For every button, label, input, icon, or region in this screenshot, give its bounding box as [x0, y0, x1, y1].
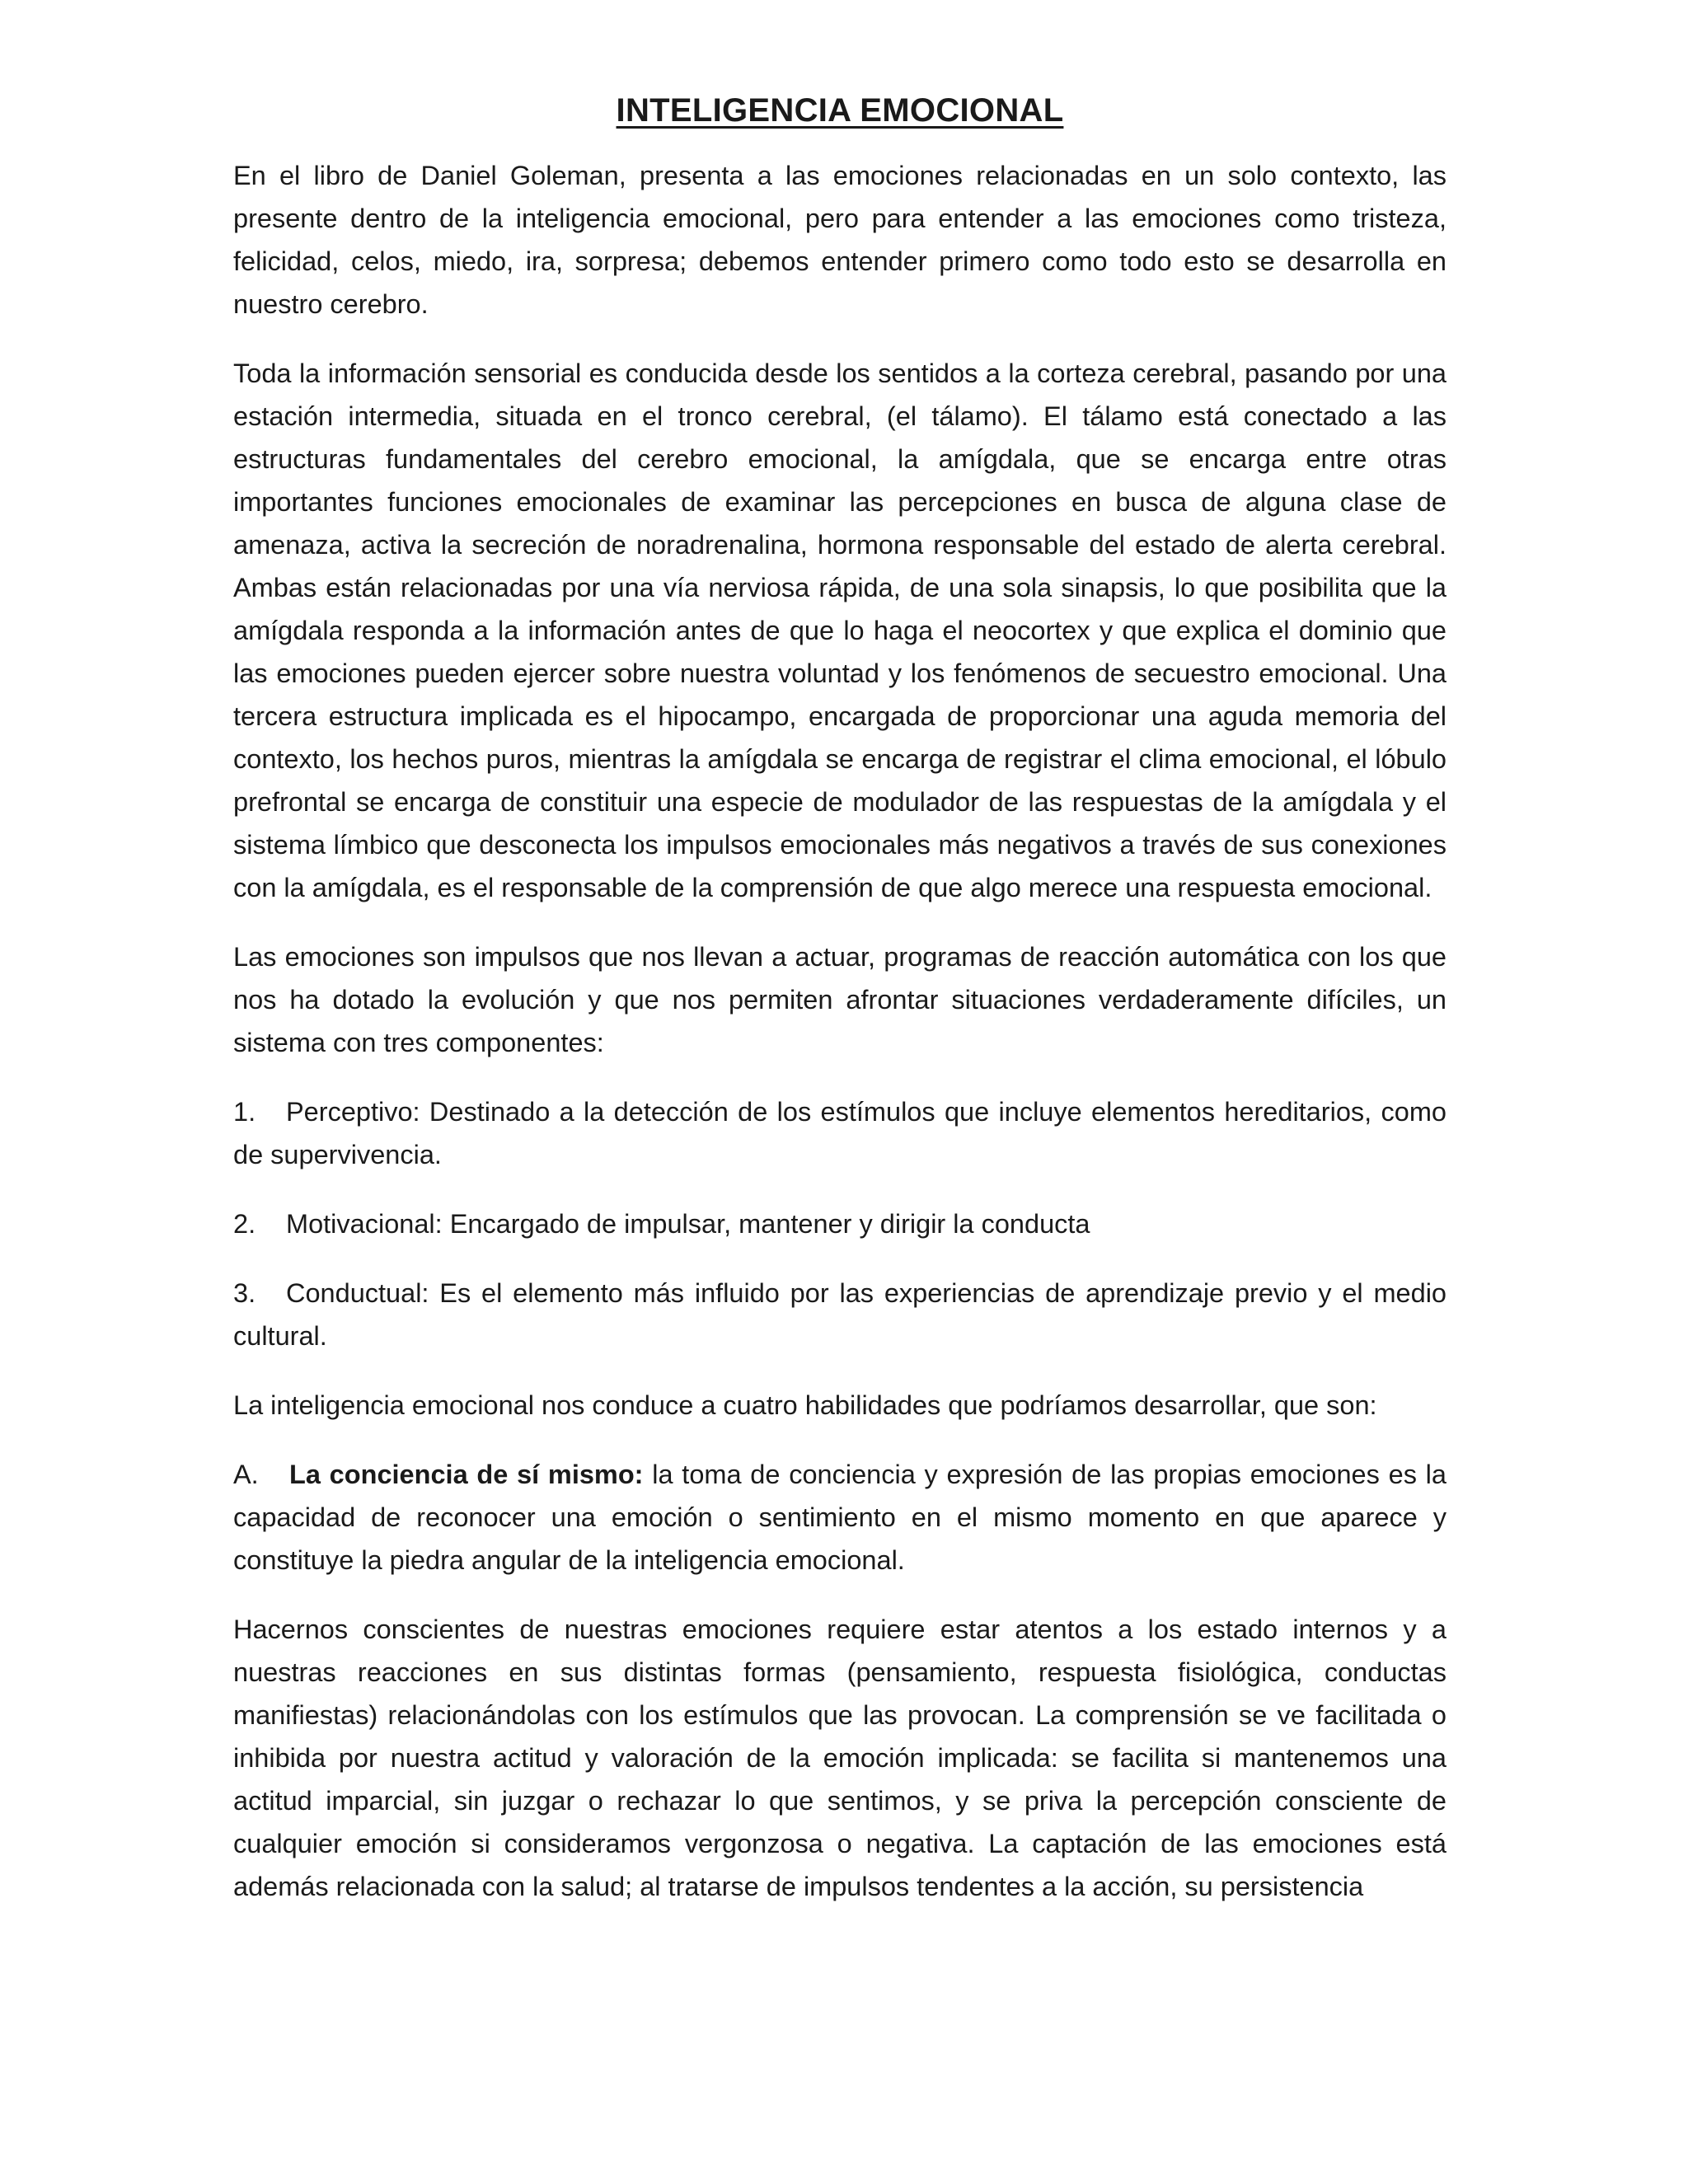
list-item-text: Perceptivo: Destinado a la detección de los estímulos que incluye elementos hereditarios, como de supervivencia. — [233, 1097, 1447, 1169]
habilidad-a — [233, 1453, 1447, 1582]
page-title: INTELIGENCIA EMOCIONAL — [616, 92, 1064, 129]
list-marker: 3. — [233, 1278, 256, 1308]
habilidad-heading: La conciencia de sí mismo: — [289, 1460, 644, 1489]
closing-paragraph: Hacernos conscientes de nuestras emociones requiere estar atentos a los estado internos y a nuestras reacciones en sus distintas formas (pensamiento, respuesta fisiológica, conductas manifiestas) relacionándolas con los estímulos que las provocan. La comprensión se ve facilitada o inhibida por nuestra actitud y valoración de la emoción implicada: se facilita si mantenemos una actitud imparcial, sin juzgar o rechazar lo que sentimos, y se priva la percepción consciente de cualquier emoción si consideramos vergonzosa o negativa. La captación de las emociones está además relacionada con la salud; al tratarse de impulsos tendentes a la acción, su persistencia — [233, 1615, 1447, 1901]
list-item-text: Motivacional: Encargado de impulsar, mantener y dirigir la conducta — [286, 1209, 1090, 1239]
list-item — [233, 1202, 1447, 1245]
emotions-paragraph: Las emociones son impulsos que nos llevan a actuar, programas de reacción automática con los que nos ha dotado la evolución y que nos permiten afrontar situaciones verdaderamente difíciles, un sistema con tres componentes: — [233, 942, 1447, 1057]
habilidad-text: la toma de conciencia y expresión de las propias emociones es la capacidad de reconocer una emoción o sentimiento en el mismo momento en que aparece y constituye la piedra angular de la inteligencia emocional. — [233, 1460, 1447, 1575]
document-body — [233, 92, 1447, 1934]
list-marker: 1. — [233, 1097, 256, 1127]
habilidades-intro: La inteligencia emocional nos conduce a cuatro habilidades que podríamos desarrollar, que son: — [233, 1390, 1377, 1420]
list-item — [233, 1272, 1447, 1357]
list-marker: 2. — [233, 1209, 256, 1239]
list-marker: A. — [233, 1460, 259, 1489]
intro-paragraph: En el libro de Daniel Goleman, presenta a las emociones relacionadas en un solo contexto, las presente dentro de la inteligencia emocional, pero para entender a las emociones como tristeza, felicidad, celos, miedo, ira, sorpresa; debemos entender primero como todo esto se desarrolla en nuestro cerebro. — [233, 161, 1447, 319]
list-item-text: Conductual: Es el elemento más influido por las experiencias de aprendizaje previo y el medio cultural. — [233, 1278, 1447, 1351]
list-item — [233, 1090, 1447, 1176]
sensory-paragraph: Toda la información sensorial es conducida desde los sentidos a la corteza cerebral, pasando por una estación intermedia, situada en el tronco cerebral, (el tálamo). El tálamo está conectado a las estructuras fundamentales del cerebro emocional, la amígdala, que se encarga entre otras importantes funciones emocionales de examinar las percepciones en busca de alguna clase de amenaza, activa la secreción de noradrenalina, hormona responsable del estado de alerta cerebral. Ambas están relacionadas por una vía nerviosa rápida, de una sola sinapsis, lo que posibilita que la amígdala responda a la información antes de que lo haga el neocortex y que explica el dominio que las emociones pueden ejercer sobre nuestra voluntad y los fenómenos de secuestro emocional. Una tercera estructura implicada es el hipocampo, encargada de proporcionar una aguda memoria del contexto, los hechos puros, mientras la amígdala se encarga de registrar el clima emocional, el lóbulo prefrontal se encarga de constituir una especie de modulador de las respuestas de la amígdala y el sistema límbico que desconecta los impulsos emocionales más negativos a través de sus conexiones con la amígdala, es el responsable de la comprensión de que algo merece una respuesta emocional. — [233, 359, 1447, 902]
